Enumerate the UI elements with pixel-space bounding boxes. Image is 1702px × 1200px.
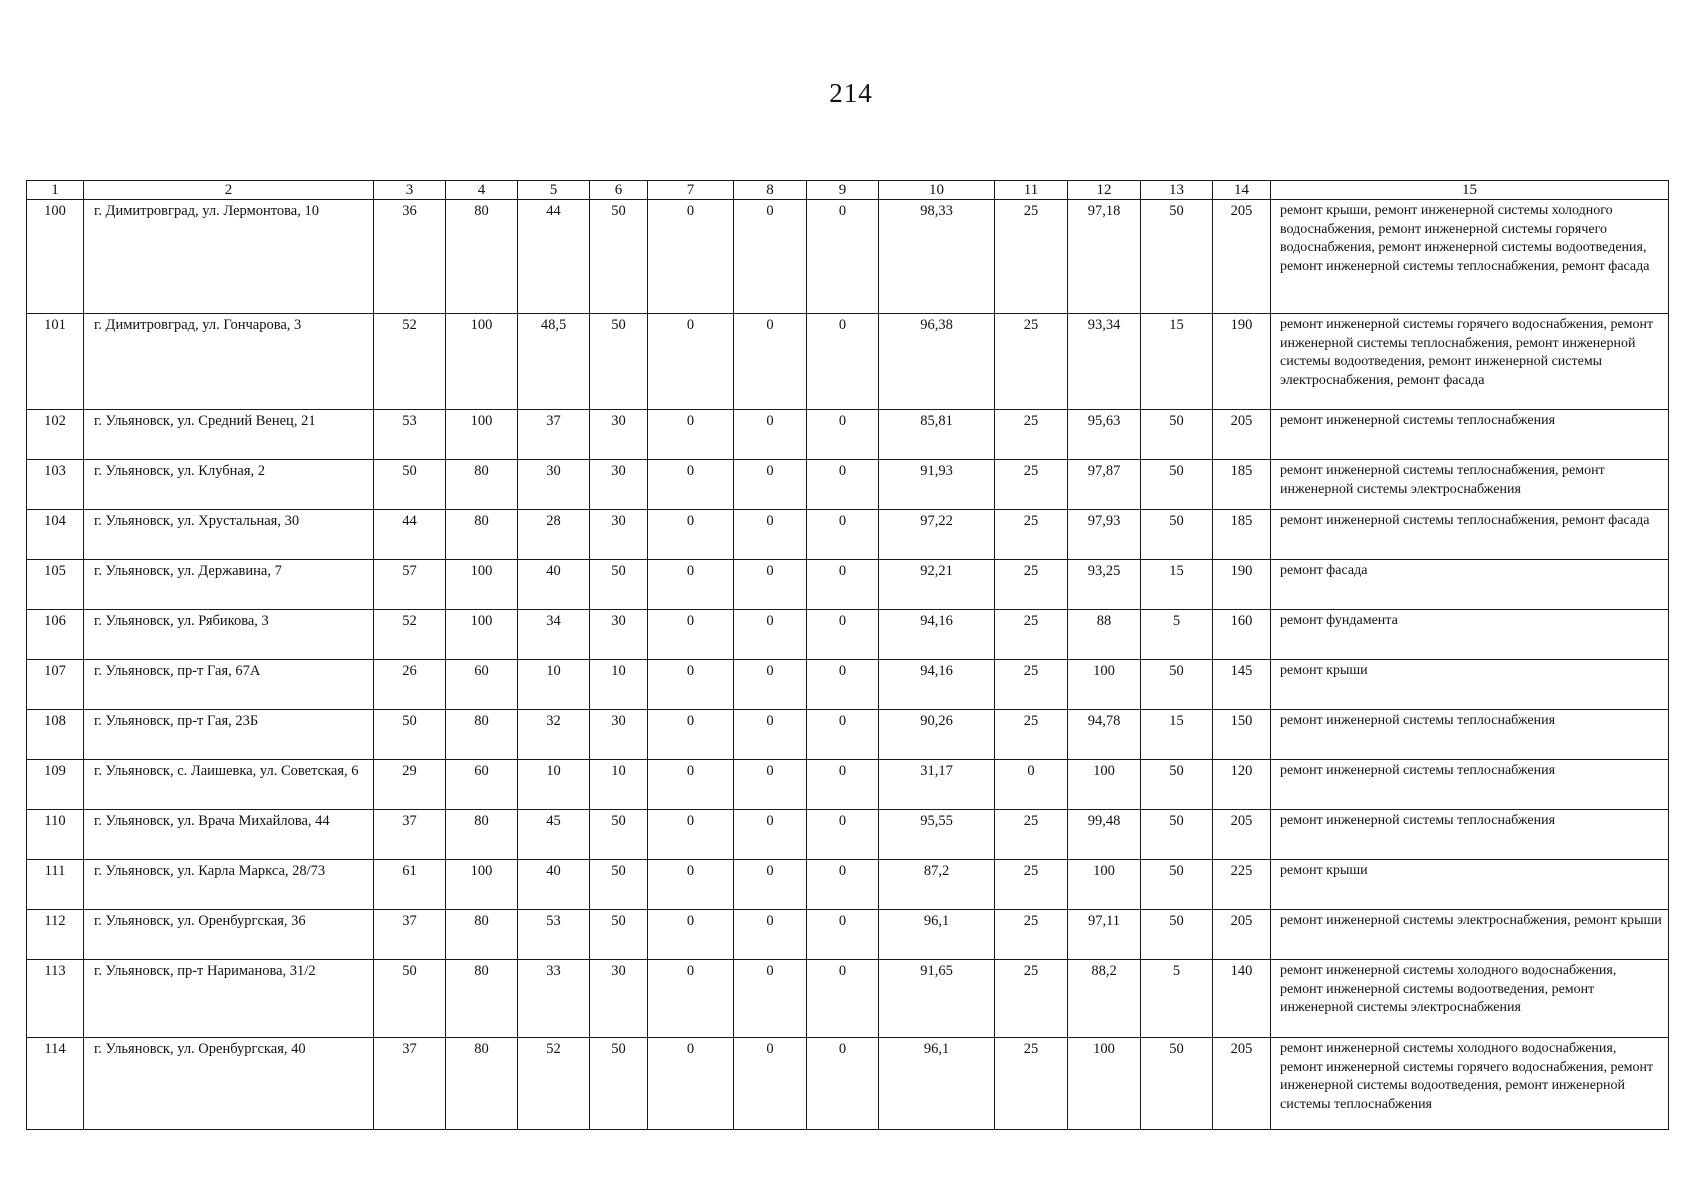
address-cell: г. Ульяновск, ул. Оренбургская, 40 (84, 1038, 374, 1130)
value-cell: 52 (374, 314, 446, 410)
value-cell: 90,26 (879, 710, 995, 760)
value-cell: 53 (374, 410, 446, 460)
value-cell: 80 (446, 960, 518, 1038)
value-cell: 0 (648, 760, 734, 810)
value-cell: 33 (518, 960, 590, 1038)
value-cell: 0 (734, 960, 807, 1038)
value-cell: 10 (590, 760, 648, 810)
value-cell: 0 (807, 510, 879, 560)
row-number-cell: 104 (27, 510, 84, 560)
repair-register-table (26, 180, 1669, 1130)
value-cell: 50 (590, 810, 648, 860)
value-cell: 50 (590, 200, 648, 314)
value-cell: 0 (807, 760, 879, 810)
value-cell: 50 (1141, 1038, 1213, 1130)
value-cell: 50 (590, 910, 648, 960)
value-cell: 225 (1213, 860, 1271, 910)
value-cell: 0 (648, 1038, 734, 1130)
table-row (27, 510, 1669, 560)
value-cell: 80 (446, 510, 518, 560)
value-cell: 30 (590, 410, 648, 460)
value-cell: 97,11 (1068, 910, 1141, 960)
value-cell: 0 (648, 410, 734, 460)
value-cell: 80 (446, 200, 518, 314)
value-cell: 0 (807, 460, 879, 510)
value-cell: 80 (446, 710, 518, 760)
row-number-cell: 105 (27, 560, 84, 610)
column-number: 1 (27, 181, 84, 200)
table-row (27, 560, 1669, 610)
value-cell: 37 (374, 1038, 446, 1130)
value-cell: 0 (648, 460, 734, 510)
column-number: 12 (1068, 181, 1141, 200)
value-cell: 92,21 (879, 560, 995, 610)
value-cell: 15 (1141, 560, 1213, 610)
value-cell: 30 (590, 710, 648, 760)
value-cell: 96,1 (879, 1038, 995, 1130)
value-cell: 0 (807, 200, 879, 314)
value-cell: 30 (590, 510, 648, 560)
address-cell: г. Димитровград, ул. Гончарова, 3 (84, 314, 374, 410)
value-cell: 50 (590, 1038, 648, 1130)
value-cell: 96,1 (879, 910, 995, 960)
repair-works-cell: ремонт инженерной системы холодного водоснабжения, ремонт инженерной системы водоотведения, ремонт инженерной системы электроснабжения (1271, 960, 1669, 1038)
column-number: 10 (879, 181, 995, 200)
value-cell: 34 (518, 610, 590, 660)
address-cell: г. Ульяновск, с. Лаишевка, ул. Советская, 6 (84, 760, 374, 810)
value-cell: 160 (1213, 610, 1271, 660)
value-cell: 150 (1213, 710, 1271, 760)
value-cell: 0 (734, 560, 807, 610)
value-cell: 100 (1068, 1038, 1141, 1130)
value-cell: 10 (518, 760, 590, 810)
value-cell: 37 (518, 410, 590, 460)
address-cell: г. Ульяновск, пр-т Нариманова, 31/2 (84, 960, 374, 1038)
repair-works-cell: ремонт крыши, ремонт инженерной системы холодного водоснабжения, ремонт инженерной системы горячего водоснабжения, ремонт инженерной системы водоотведения, ремонт инженерной системы теплоснабжения, ремонт фасада (1271, 200, 1669, 314)
table-row (27, 910, 1669, 960)
value-cell: 52 (518, 1038, 590, 1130)
address-cell: г. Ульяновск, ул. Врача Михайлова, 44 (84, 810, 374, 860)
value-cell: 25 (995, 200, 1068, 314)
value-cell: 88,2 (1068, 960, 1141, 1038)
value-cell: 0 (648, 200, 734, 314)
value-cell: 88 (1068, 610, 1141, 660)
value-cell: 25 (995, 960, 1068, 1038)
column-number: 7 (648, 181, 734, 200)
table-row (27, 1038, 1669, 1130)
value-cell: 91,93 (879, 460, 995, 510)
value-cell: 50 (374, 710, 446, 760)
value-cell: 120 (1213, 760, 1271, 810)
value-cell: 185 (1213, 460, 1271, 510)
value-cell: 0 (734, 810, 807, 860)
value-cell: 0 (648, 860, 734, 910)
value-cell: 25 (995, 860, 1068, 910)
value-cell: 44 (518, 200, 590, 314)
value-cell: 50 (1141, 760, 1213, 810)
repair-works-cell: ремонт фундамента (1271, 610, 1669, 660)
value-cell: 0 (734, 1038, 807, 1130)
value-cell: 0 (734, 510, 807, 560)
value-cell: 53 (518, 910, 590, 960)
address-cell: г. Ульяновск, пр-т Гая, 67А (84, 660, 374, 710)
row-number-cell: 110 (27, 810, 84, 860)
value-cell: 0 (807, 910, 879, 960)
row-number-cell: 107 (27, 660, 84, 710)
value-cell: 60 (446, 660, 518, 710)
row-number-cell: 112 (27, 910, 84, 960)
value-cell: 50 (590, 314, 648, 410)
value-cell: 0 (807, 710, 879, 760)
value-cell: 97,87 (1068, 460, 1141, 510)
value-cell: 5 (1141, 960, 1213, 1038)
value-cell: 30 (590, 460, 648, 510)
value-cell: 10 (590, 660, 648, 710)
value-cell: 0 (648, 660, 734, 710)
row-number-cell: 103 (27, 460, 84, 510)
value-cell: 37 (374, 810, 446, 860)
value-cell: 50 (1141, 860, 1213, 910)
address-cell: г. Ульяновск, пр-т Гая, 23Б (84, 710, 374, 760)
value-cell: 25 (995, 660, 1068, 710)
table-row (27, 610, 1669, 660)
value-cell: 5 (1141, 610, 1213, 660)
column-number: 14 (1213, 181, 1271, 200)
column-number: 4 (446, 181, 518, 200)
address-cell: г. Ульяновск, ул. Державина, 7 (84, 560, 374, 610)
value-cell: 0 (734, 710, 807, 760)
value-cell: 0 (734, 410, 807, 460)
repair-works-cell: ремонт инженерной системы холодного водоснабжения, ремонт инженерной системы горячего водоснабжения, ремонт инженерной системы водоотведения, ремонт инженерной системы теплоснабжения (1271, 1038, 1669, 1130)
value-cell: 0 (648, 910, 734, 960)
value-cell: 25 (995, 314, 1068, 410)
value-cell: 28 (518, 510, 590, 560)
value-cell: 50 (1141, 460, 1213, 510)
value-cell: 0 (734, 660, 807, 710)
value-cell: 25 (995, 460, 1068, 510)
page-number: 214 (829, 78, 873, 108)
value-cell: 85,81 (879, 410, 995, 460)
value-cell: 87,2 (879, 860, 995, 910)
value-cell: 45 (518, 810, 590, 860)
value-cell: 32 (518, 710, 590, 760)
row-number-cell: 102 (27, 410, 84, 460)
value-cell: 50 (374, 960, 446, 1038)
address-cell: г. Ульяновск, ул. Карла Маркса, 28/73 (84, 860, 374, 910)
value-cell: 0 (734, 314, 807, 410)
value-cell: 93,34 (1068, 314, 1141, 410)
value-cell: 50 (1141, 810, 1213, 860)
value-cell: 50 (1141, 910, 1213, 960)
value-cell: 95,55 (879, 810, 995, 860)
value-cell: 30 (590, 610, 648, 660)
value-cell: 50 (1141, 510, 1213, 560)
value-cell: 98,33 (879, 200, 995, 314)
repair-works-cell: ремонт инженерной системы теплоснабжения (1271, 710, 1669, 760)
repair-works-cell: ремонт фасада (1271, 560, 1669, 610)
value-cell: 40 (518, 560, 590, 610)
table-row (27, 810, 1669, 860)
row-number-cell: 113 (27, 960, 84, 1038)
value-cell: 100 (446, 314, 518, 410)
value-cell: 57 (374, 560, 446, 610)
column-number-row (27, 181, 1669, 200)
address-cell: г. Ульяновск, ул. Хрустальная, 30 (84, 510, 374, 560)
value-cell: 100 (446, 860, 518, 910)
value-cell: 0 (995, 760, 1068, 810)
column-number: 13 (1141, 181, 1213, 200)
column-number: 6 (590, 181, 648, 200)
table-row (27, 200, 1669, 314)
address-cell: г. Ульяновск, ул. Средний Венец, 21 (84, 410, 374, 460)
value-cell: 0 (648, 560, 734, 610)
value-cell: 97,22 (879, 510, 995, 560)
value-cell: 97,93 (1068, 510, 1141, 560)
repair-works-cell: ремонт крыши (1271, 660, 1669, 710)
value-cell: 0 (734, 860, 807, 910)
value-cell: 185 (1213, 510, 1271, 560)
value-cell: 100 (1068, 660, 1141, 710)
value-cell: 48,5 (518, 314, 590, 410)
value-cell: 94,16 (879, 660, 995, 710)
value-cell: 0 (807, 660, 879, 710)
row-number-cell: 114 (27, 1038, 84, 1130)
value-cell: 145 (1213, 660, 1271, 710)
value-cell: 30 (518, 460, 590, 510)
table-row (27, 860, 1669, 910)
value-cell: 30 (590, 960, 648, 1038)
address-cell: г. Ульяновск, ул. Рябикова, 3 (84, 610, 374, 660)
value-cell: 50 (1141, 660, 1213, 710)
table-row (27, 410, 1669, 460)
value-cell: 0 (734, 910, 807, 960)
address-cell: г. Ульяновск, ул. Клубная, 2 (84, 460, 374, 510)
value-cell: 80 (446, 1038, 518, 1130)
value-cell: 0 (807, 1038, 879, 1130)
row-number-cell: 101 (27, 314, 84, 410)
value-cell: 80 (446, 810, 518, 860)
value-cell: 0 (807, 314, 879, 410)
value-cell: 10 (518, 660, 590, 710)
table-row (27, 460, 1669, 510)
value-cell: 99,48 (1068, 810, 1141, 860)
value-cell: 50 (1141, 410, 1213, 460)
row-number-cell: 111 (27, 860, 84, 910)
value-cell: 25 (995, 710, 1068, 760)
value-cell: 50 (1141, 200, 1213, 314)
value-cell: 37 (374, 910, 446, 960)
repair-works-cell: ремонт инженерной системы теплоснабжения (1271, 760, 1669, 810)
value-cell: 100 (446, 410, 518, 460)
value-cell: 0 (648, 810, 734, 860)
value-cell: 40 (518, 860, 590, 910)
value-cell: 25 (995, 810, 1068, 860)
column-number: 5 (518, 181, 590, 200)
row-number-cell: 109 (27, 760, 84, 810)
repair-works-cell: ремонт инженерной системы электроснабжения, ремонт крыши (1271, 910, 1669, 960)
value-cell: 44 (374, 510, 446, 560)
value-cell: 100 (1068, 760, 1141, 810)
repair-works-cell: ремонт инженерной системы горячего водоснабжения, ремонт инженерной системы теплоснабжения, ремонт инженерной системы водоотведения, ремонт инженерной системы электроснабжения, ремонт фасада (1271, 314, 1669, 410)
value-cell: 205 (1213, 200, 1271, 314)
table-row (27, 710, 1669, 760)
value-cell: 140 (1213, 960, 1271, 1038)
address-cell: г. Ульяновск, ул. Оренбургская, 36 (84, 910, 374, 960)
value-cell: 0 (807, 610, 879, 660)
value-cell: 25 (995, 510, 1068, 560)
row-number-cell: 108 (27, 710, 84, 760)
value-cell: 0 (648, 510, 734, 560)
value-cell: 80 (446, 460, 518, 510)
value-cell: 95,63 (1068, 410, 1141, 460)
value-cell: 100 (1068, 860, 1141, 910)
table-row (27, 760, 1669, 810)
value-cell: 25 (995, 610, 1068, 660)
value-cell: 80 (446, 910, 518, 960)
value-cell: 26 (374, 660, 446, 710)
table-row (27, 960, 1669, 1038)
table-row (27, 660, 1669, 710)
value-cell: 25 (995, 1038, 1068, 1130)
value-cell: 93,25 (1068, 560, 1141, 610)
value-cell: 205 (1213, 910, 1271, 960)
value-cell: 0 (648, 960, 734, 1038)
column-number: 15 (1271, 181, 1669, 200)
value-cell: 50 (590, 560, 648, 610)
value-cell: 25 (995, 560, 1068, 610)
table-row (27, 314, 1669, 410)
column-number: 8 (734, 181, 807, 200)
value-cell: 0 (648, 610, 734, 660)
value-cell: 205 (1213, 810, 1271, 860)
value-cell: 91,65 (879, 960, 995, 1038)
value-cell: 0 (807, 860, 879, 910)
value-cell: 100 (446, 610, 518, 660)
value-cell: 0 (734, 200, 807, 314)
value-cell: 50 (374, 460, 446, 510)
column-number: 9 (807, 181, 879, 200)
value-cell: 25 (995, 910, 1068, 960)
value-cell: 205 (1213, 1038, 1271, 1130)
column-number: 3 (374, 181, 446, 200)
value-cell: 97,18 (1068, 200, 1141, 314)
value-cell: 0 (807, 410, 879, 460)
value-cell: 96,38 (879, 314, 995, 410)
value-cell: 0 (734, 610, 807, 660)
value-cell: 0 (807, 960, 879, 1038)
row-number-cell: 106 (27, 610, 84, 660)
value-cell: 0 (807, 560, 879, 610)
value-cell: 94,78 (1068, 710, 1141, 760)
value-cell: 31,17 (879, 760, 995, 810)
repair-works-cell: ремонт инженерной системы теплоснабжения, ремонт фасада (1271, 510, 1669, 560)
column-number: 11 (995, 181, 1068, 200)
value-cell: 190 (1213, 560, 1271, 610)
value-cell: 100 (446, 560, 518, 610)
value-cell: 0 (734, 460, 807, 510)
repair-works-cell: ремонт крыши (1271, 860, 1669, 910)
value-cell: 0 (648, 314, 734, 410)
value-cell: 0 (734, 760, 807, 810)
value-cell: 15 (1141, 710, 1213, 760)
repair-works-cell: ремонт инженерной системы теплоснабжения (1271, 810, 1669, 860)
value-cell: 190 (1213, 314, 1271, 410)
row-number-cell: 100 (27, 200, 84, 314)
value-cell: 61 (374, 860, 446, 910)
value-cell: 0 (648, 710, 734, 760)
value-cell: 52 (374, 610, 446, 660)
value-cell: 50 (590, 860, 648, 910)
value-cell: 29 (374, 760, 446, 810)
value-cell: 205 (1213, 410, 1271, 460)
address-cell: г. Димитровград, ул. Лермонтова, 10 (84, 200, 374, 314)
repair-works-cell: ремонт инженерной системы теплоснабжения (1271, 410, 1669, 460)
value-cell: 60 (446, 760, 518, 810)
column-number: 2 (84, 181, 374, 200)
value-cell: 0 (807, 810, 879, 860)
value-cell: 36 (374, 200, 446, 314)
value-cell: 15 (1141, 314, 1213, 410)
value-cell: 25 (995, 410, 1068, 460)
repair-works-cell: ремонт инженерной системы теплоснабжения, ремонт инженерной системы электроснабжения (1271, 460, 1669, 510)
value-cell: 94,16 (879, 610, 995, 660)
